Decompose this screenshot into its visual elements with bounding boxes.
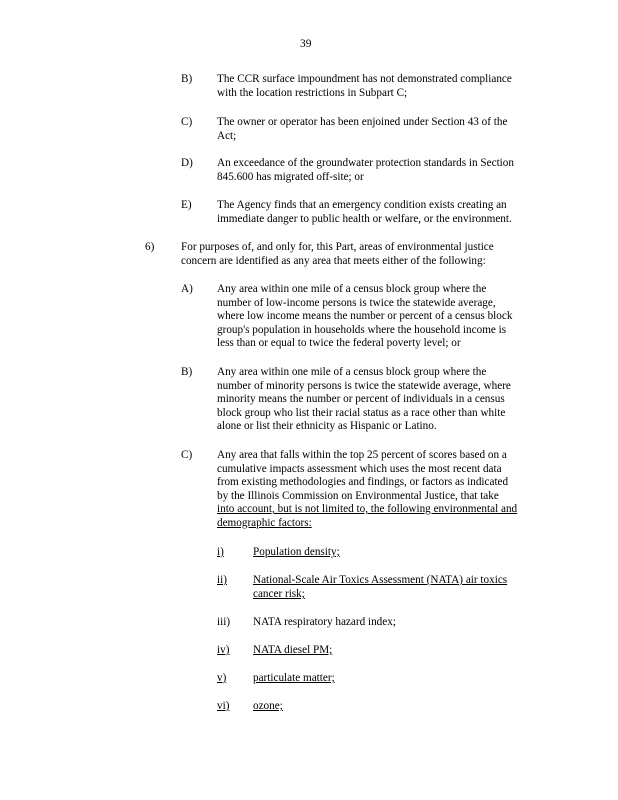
item-text-line: 845.600 has migrated off-site; or xyxy=(217,170,364,183)
item-marker: C) xyxy=(181,116,193,128)
subitem-marker: C) xyxy=(181,449,193,461)
subitem-text-line: from existing methodologies and findings, or factors as indicated xyxy=(217,476,509,488)
item-marker: B) xyxy=(181,73,193,85)
item-marker: E) xyxy=(181,199,192,211)
factor-text-line: cancer risk; xyxy=(253,588,305,600)
item-text-line: with the location restrictions in Subpart C; xyxy=(217,86,408,99)
factor-numeral: iv) xyxy=(217,644,230,656)
factor-numeral: vi) xyxy=(217,700,230,712)
subitem-text-line: cumulative impacts assessment which uses the most recent data xyxy=(217,462,502,475)
subitem-marker: A) xyxy=(181,283,193,295)
item-text-line: The CCR surface impoundment has not demonstrated compliance xyxy=(217,73,512,85)
item-marker: D) xyxy=(181,157,193,169)
item-text-line: The Agency finds that an emergency condition exists creating an xyxy=(217,199,507,211)
factor-text-line: ozone; xyxy=(253,700,283,712)
subitem-text-line: less than or equal to twice the federal poverty level; or xyxy=(217,337,461,349)
factor-text-line: NATA respiratory hazard index; xyxy=(253,616,396,628)
item-text-line: immediate danger to public health or welfare, or the environment. xyxy=(217,212,512,225)
section-text-line: For purposes of, and only for, this Part, areas of environmental justice xyxy=(181,241,494,253)
factor-text-line: Population density; xyxy=(253,546,340,558)
subitem-text-line: block group who list their racial status as a race other than white xyxy=(217,406,506,419)
factor-text-line: particulate matter; xyxy=(253,672,335,684)
item-text-line: An exceedance of the groundwater protection standards in Section xyxy=(217,157,514,169)
subitem-text-line: Any area within one mile of a census block group where the xyxy=(217,283,487,295)
subitem-text-line: minority means the number or percent of individuals in a census xyxy=(217,393,505,405)
factor-numeral: iii) xyxy=(217,616,231,628)
factor-text-line: NATA diesel PM; xyxy=(253,644,333,656)
factor-numeral: v) xyxy=(217,672,227,684)
item-text-line: The owner or operator has been enjoined under Section 43 of the xyxy=(217,116,508,128)
subitem-text-line: number of minority persons is twice the statewide average, where xyxy=(217,379,511,392)
subitem-underlined-line: into account, but is not limited to, the following environmental and xyxy=(217,503,518,515)
factor-numeral: ii) xyxy=(217,574,227,586)
subitem-underlined-line: demographic factors: xyxy=(217,516,312,529)
subitem-text-line: where low income means the number or percent of a census block xyxy=(217,310,513,322)
subitem-text-line: Any area that falls within the top 25 percent of scores based on a xyxy=(217,449,507,461)
page-number: 39 xyxy=(300,38,312,50)
subitem-text-line: Any area within one mile of a census block group where the xyxy=(217,366,487,378)
item-text-line: Act; xyxy=(217,129,237,142)
subitem-text-line: alone or list their ethnicity as Hispanic or Latino. xyxy=(217,420,437,432)
subitem-marker: B) xyxy=(181,366,193,378)
section-text-line: concern are identified as any area that meets either of the following: xyxy=(181,254,486,267)
subitem-text-line: group's population in households where the household income is xyxy=(217,323,507,336)
section-marker: 6) xyxy=(145,241,155,253)
factor-numeral: i) xyxy=(217,546,224,558)
subitem-text-line: number of low-income persons is twice the statewide average, xyxy=(217,296,496,309)
subitem-text-line: by the Illinois Commission on Environmental Justice, that take xyxy=(217,489,499,502)
factor-text-line: National-Scale Air Toxics Assessment (NATA) air toxics xyxy=(253,574,508,586)
